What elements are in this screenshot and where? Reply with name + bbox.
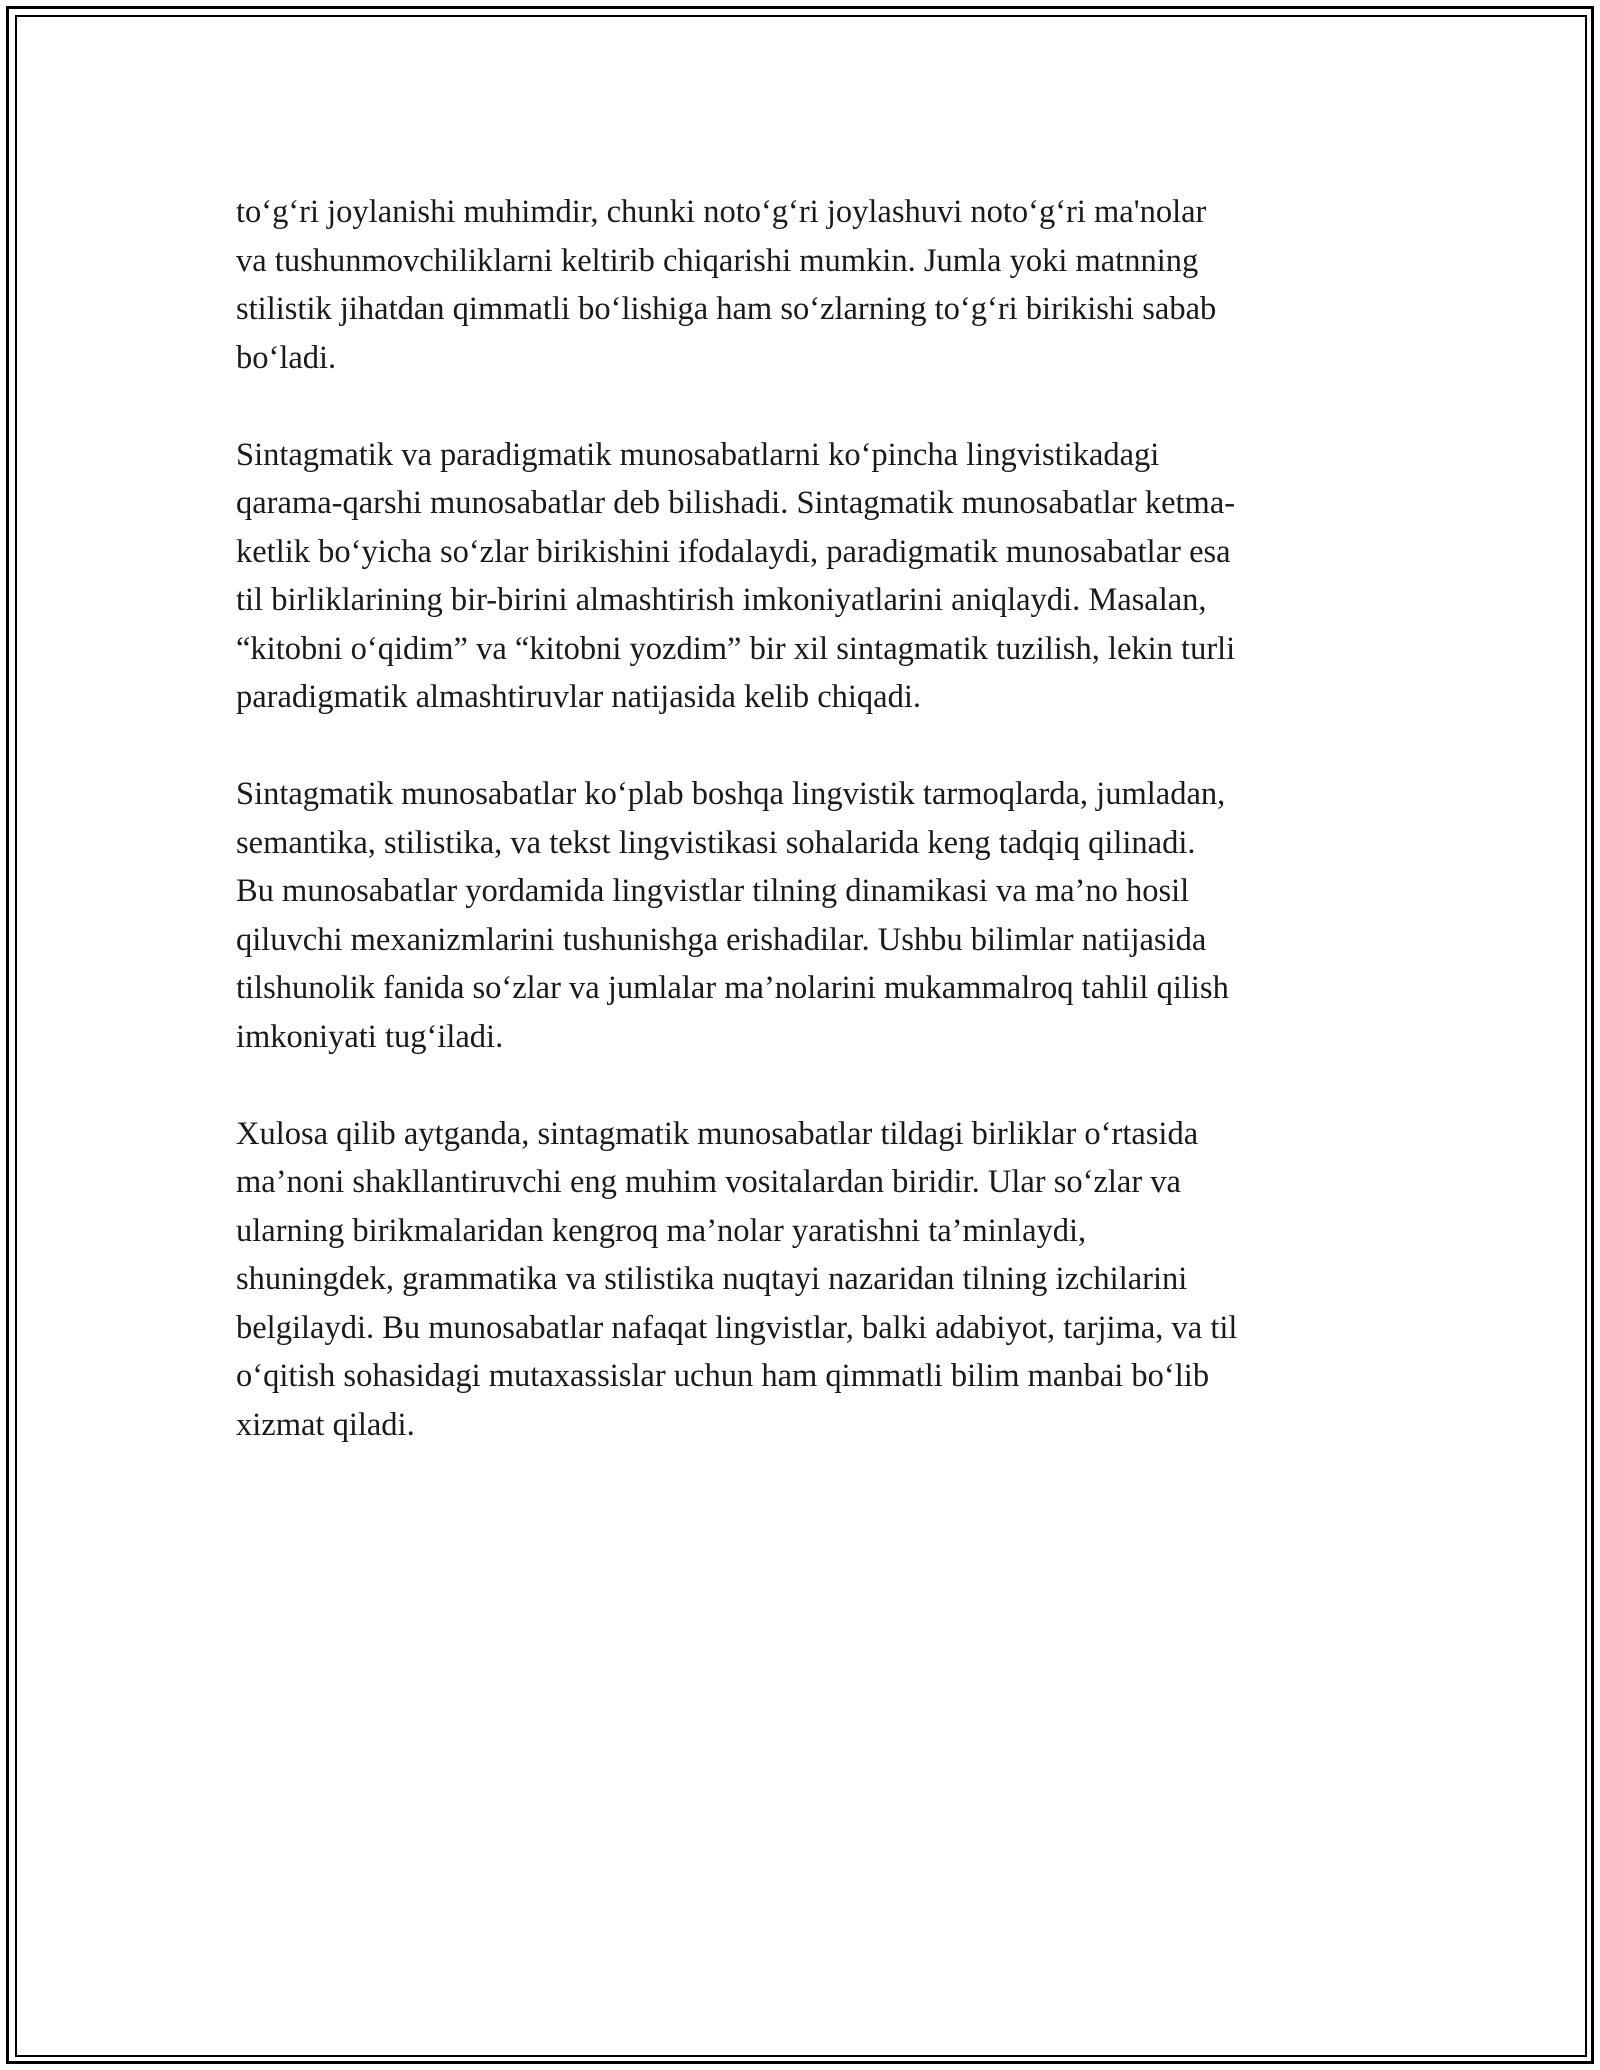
- paragraph-3: Sintagmatik munosabatlar ko‘plab boshqa lingvistik tarmoqlarda, jumladan, semantika, stilistika, va tekst lingvistikasi sohalarida keng tadqiq qilinadi. Bu munosabatlar yordamida lingvistlar tilning dinamikasi va ma’no hosil qiluvchi mexanizmlarini tushunishga erishadilar. Ushbu bilimlar natijasida tilshunolik fanida so‘zlar va jumlalar ma’nolarini mukammalroq tahlil qilish imkoniyati tug‘iladi.: [236, 776, 1229, 1055]
- paragraph-4: Xulosa qilib aytganda, sintagmatik munosabatlar tildagi birliklar o‘rtasida ma’noni shakllantiruvchi eng muhim vositalardan biridir. Ular so‘zlar va ularning birikmalaridan kengroq ma’nolar yaratishni ta’minlaydi, shuningdek, grammatika va stilistika nuqtayi nazaridan tilning izchilarini belgilaydi. Bu munosabatlar nafaqat lingvistlar, balki adabiyot, tarjima, va til o‘qitish sohasidagi mutaxassislar uchun ham qimmatli bilim manbai bo‘lib xizmat qiladi.: [236, 1115, 1238, 1443]
- paragraph-1: to‘g‘ri joylanishi muhimdir, chunki noto‘g‘ri joylashuvi noto‘g‘ri ma'nolar va tushunmovchiliklarni keltirib chiqarishi mumkin. Jumla yoki matnning stilistik jihatdan qimmatli bo‘lishiga ham so‘zlarning to‘g‘ri birikishi sabab bo‘ladi.: [236, 194, 1217, 376]
- document-body: [236, 188, 1386, 1498]
- paragraph-2: Sintagmatik va paradigmatik munosabatlarni ko‘pincha lingvistikadagi qarama-qarshi munosabatlar deb bilishadi. Sintagmatik munosabatlar ketma- ketlik bo‘yicha so‘zlar birikishini ifodalaydi, paradigmatik munosabatlar esa til birliklarining bir-birini almashtirish imkoniyatlarini aniqlaydi. Masalan, “kitobni o‘qidim” va “kitobni yozdim” bir xil sintagmatik tuzilish, lekin turli paradigmatik almashtiruvlar natijasida kelib chiqadi.: [236, 436, 1236, 715]
